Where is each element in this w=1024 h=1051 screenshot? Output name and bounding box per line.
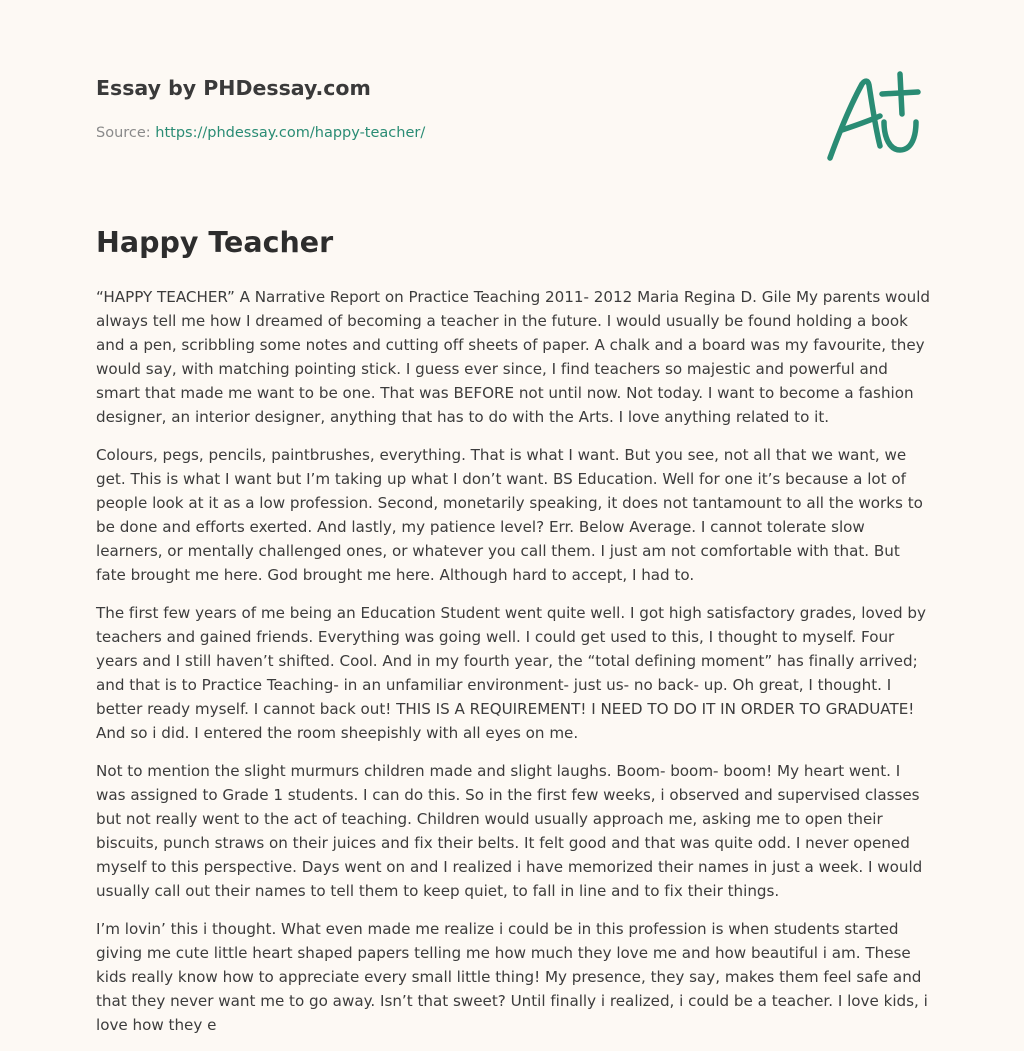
site-header: [96, 76, 928, 141]
site-brand: Essay by PHDessay.com: [96, 76, 371, 100]
article-title: Happy Teacher: [96, 226, 334, 259]
article-paragraph: Colours, pegs, pencils, paintbrushes, everything. That is what I want. But you see, not all that we want, we get. This is what I want but I’m taking up what I don’t want. BS Education. Well for one it’s because a lot of people look at it as a low profession. Second, monetarily speaking, it does not tantamount to all the works to be done and efforts exerted. And lastly, my patience level? Err. Below Average. I cannot tolerate slow learners, or mentally challenged ones, or whatever you call them. I just am not comfortable with that. But fate brought me here. God brought me here. Although hard to accept, I had to.: [96, 446, 923, 584]
source-link[interactable]: https://phdessay.com/happy-teacher/: [155, 125, 426, 141]
source-line: [96, 125, 425, 141]
article-paragraph: “HAPPY TEACHER” A Narrative Report on Practice Teaching 2011- 2012 Maria Regina D. Gile My parents would always tell me how I dreamed of becoming a teacher in the future. I would usually be found holding a book and a pen, scribbling some notes and cutting off sheets of paper. A chalk and a board was my favourite, they would say, with matching pointing stick. I guess ever since, I find teachers so majestic and powerful and smart that made me want to be one. That was BEFORE not until now. Not today. I want to become a fashion designer, an interior designer, anything that has to do with the Arts. I love anything related to it.: [96, 288, 931, 426]
article-paragraph: I’m lovin’ this i thought. What even made me realize i could be in this profession is when students started giving me cute little heart shaped papers telling me how much they love me and how beautiful i am. These kids really know how to appreciate every small little thing! My presence, they say, makes them feel safe and that they never want me to go away. Isn’t that sweet? Until finally i realized, i could be a teacher. I love kids, i love how they e: [96, 920, 928, 1034]
article-paragraph: The first few years of me being an Education Student went quite well. I got high satisfactory grades, loved by teachers and gained friends. Everything was going well. I could get used to this, I thought to myself. Four years and I still haven’t shifted. Cool. And in my fourth year, the “total defining moment” has finally arrived; and that is to Practice Teaching- in an unfamiliar environment- just us- no back- up. Oh great, I thought. I better ready myself. I cannot back out! THIS IS A REQUIREMENT! I NEED TO DO IT IN ORDER TO GRADUATE! And so i did. I entered the room sheepishly with all eyes on me.: [96, 604, 926, 742]
article-body: [96, 285, 932, 1051]
a-plus-logo-icon: [820, 66, 932, 166]
article-paragraph: Not to mention the slight murmurs children made and slight laughs. Boom- boom- boom! My heart went. I was assigned to Grade 1 students. I can do this. So in the first few weeks, i observed and supervised classes but not really went to the act of teaching. Children would usually approach me, asking me to open their biscuits, punch straws on their juices and fix their belts. It felt good and that was quite odd. I never opened myself to this perspective. Days went on and I realized i have memorized their names in just a week. I would usually call out their names to tell them to keep quiet, to fall in line and to fix their things.: [96, 762, 923, 900]
source-label: Source:: [96, 125, 156, 141]
